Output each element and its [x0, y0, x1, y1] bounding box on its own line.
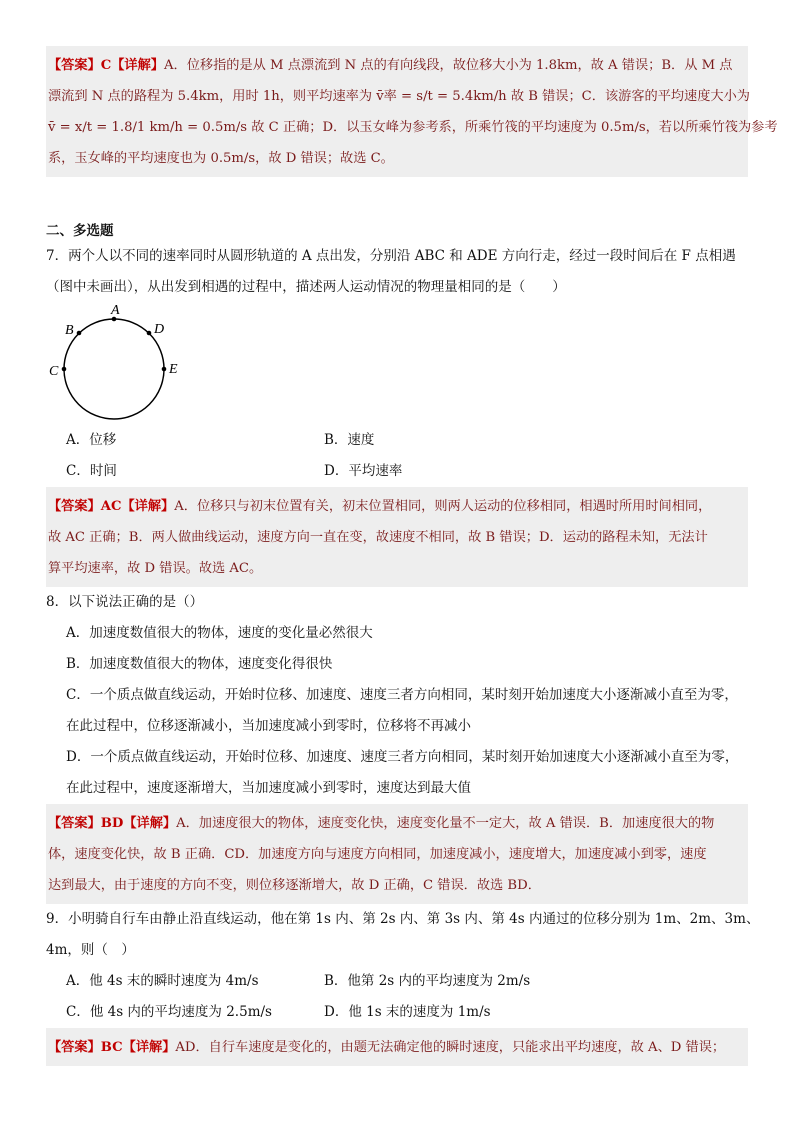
answer-text: 体，速度变化快，故 B 正确．CD．加速度方向与速度方向相同，加速度减小，速度增大，加速度减小到零，速度	[48, 847, 707, 862]
label-e: E	[169, 362, 178, 377]
answer-block-q9	[46, 1028, 748, 1066]
point-d	[147, 331, 152, 336]
answer-block-q6	[46, 46, 778, 177]
answer-block-q8	[46, 804, 748, 904]
answer-text: A．加速度很大的物体，速度变化快，速度变化量不一定大，故 A 错误．B．加速度很大的物	[176, 816, 715, 831]
question-stem: （图中未画出），从出发到相遇的过程中，描述两人运动情况的物理量相同的是（ ）	[46, 279, 566, 295]
option-a: A．位移	[66, 432, 117, 448]
point-e	[162, 367, 167, 372]
option-a: A．他 4s 末的瞬时速度为 4m/s	[66, 973, 259, 989]
label-d: D	[154, 322, 165, 337]
label-b: B	[65, 323, 74, 338]
options-row	[46, 966, 748, 997]
options-row	[46, 425, 748, 456]
option-c: C．他 4s 内的平均速度为 2.5m/s	[66, 1004, 272, 1020]
label-c: C	[49, 364, 59, 379]
answer-text: 漂流到 N 点的路程为 5.4km，用时 1h，则平均速率为 v̄率 = s/t = 5.4km/h 故 B 错误；C．该游客的平均速度大小为	[48, 89, 750, 104]
circle-diagram	[46, 303, 206, 425]
answer-block-q7	[46, 487, 748, 587]
answer-tag: 【答案】BC【详解】	[48, 1040, 176, 1055]
answer-text: 达到最大，由于速度的方向不变，则位移逐渐增大，故 D 正确，C 错误．故选 BD．	[48, 878, 541, 893]
question-stem: 9．小明骑自行车由静止沿直线运动，他在第 1s 内、第 2s 内、第 3s 内、第 4s 内通过的位移分别为 1m、2m、3m、	[46, 911, 760, 927]
answer-text: 故 AC 正确；B．两人做曲线运动，速度方向一直在变，故速度不相同，故 B 错误；D．运动的路程未知，无法计	[48, 530, 708, 545]
worksheet-page	[46, 46, 778, 1066]
option-c-continued: 在此过程中，位移逐渐减小，当加速度减小到零时，位移将不再减小	[66, 718, 471, 734]
answer-text: v̄ = x/t = 1.8/1 km/h = 0.5m/s 故 C 正确；D．以玉女峰为参考系，所乘竹筏的平均速度为 0.5m/s，若以所乘竹筏为参考	[48, 120, 778, 135]
point-b	[77, 331, 82, 336]
option-b: B．加速度数值很大的物体，速度变化得很快	[66, 656, 333, 672]
answer-text: A．位移只与初末位置有关，初末位置相同，则两人运动的位移相同，相遇时所用时间相同，	[174, 499, 712, 514]
question-stem: 7．两个人以不同的速率同时从圆形轨道的 A 点出发，分别沿 ABC 和 ADE 方向行走，经过一段时间后在 F 点相遇	[46, 248, 736, 264]
option-d-continued: 在此过程中，速度逐渐增大，当加速度减小到零时，速度达到最大值	[66, 780, 471, 796]
option-d: D．平均速率	[324, 463, 403, 479]
point-c	[62, 367, 67, 372]
option-c: C．时间	[66, 463, 117, 479]
answer-text: A．位移指的是从 M 点漂流到 N 点的有向线段，故位移大小为 1.8km，故 A 错误；B．从 M 点	[164, 58, 733, 73]
answer-text: 算平均速率，故 D 错误。故选 AC。	[48, 561, 263, 576]
options-row	[46, 456, 748, 487]
option-d: D．一个质点做直线运动，开始时位移、加速度、速度三者方向相同，某时刻开始加速度大小逐渐减小直至为零，	[66, 749, 739, 765]
options-row	[46, 997, 748, 1028]
option-c: C．一个质点做直线运动，开始时位移、加速度、速度三者方向相同，某时刻开始加速度大小逐渐减小直至为零，	[66, 687, 738, 703]
circle-track-figure	[46, 303, 748, 425]
answer-text: 系，玉女峰的平均速度也为 0.5m/s，故 D 错误；故选 C。	[48, 151, 394, 166]
section-title: 二、多选题	[46, 223, 114, 239]
answer-tag: 【答案】AC【详解】	[48, 499, 175, 514]
label-a: A	[111, 303, 120, 318]
option-a: A．加速度数值很大的物体，速度的变化量必然很大	[66, 625, 373, 641]
answer-tag: 【答案】BD【详解】	[48, 816, 177, 831]
question-stem: 8．以下说法正确的是（）	[46, 594, 204, 610]
option-d: D．他 1s 末的速度为 1m/s	[324, 1004, 491, 1020]
question-stem: 4m，则（ ）	[46, 942, 135, 958]
option-b: B．速度	[324, 432, 375, 448]
option-b: B．他第 2s 内的平均速度为 2m/s	[324, 973, 531, 989]
answer-text: AD．自行车速度是变化的，由题无法确定他的瞬时速度，只能求出平均速度，故 A、D 错误；	[175, 1040, 726, 1055]
answer-tag: 【答案】C【详解】	[48, 58, 164, 73]
